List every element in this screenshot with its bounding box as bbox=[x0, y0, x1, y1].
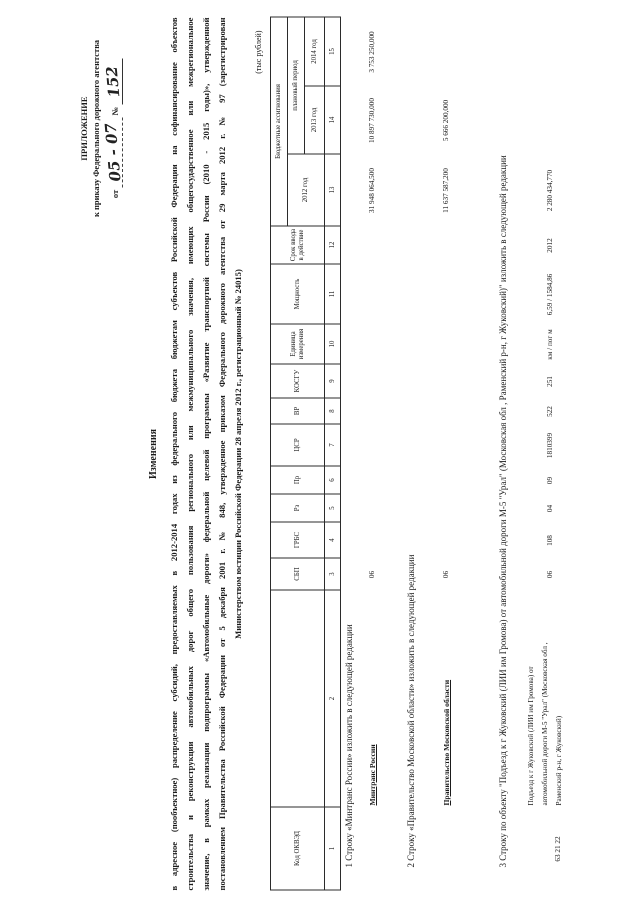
edit-note-1: 1 Строку «Минтранс России» изложить в следующей редакции bbox=[344, 623, 354, 867]
header-pr: Пр bbox=[271, 466, 325, 494]
header-csr: ЦСР bbox=[271, 424, 325, 466]
table-row-zhukovsky bbox=[524, 17, 570, 890]
col-number: 8 bbox=[325, 398, 341, 424]
row3-rz: 04 bbox=[546, 504, 554, 512]
col-number: 3 bbox=[325, 558, 341, 590]
budget-table-header bbox=[270, 16, 341, 890]
header-kosgu: КОСГУ bbox=[271, 364, 325, 398]
header-group-plan: плановый период bbox=[288, 16, 305, 153]
appendix-title: ПРИЛОЖЕНИЕ bbox=[79, 95, 89, 161]
col-number: 2 bbox=[325, 590, 341, 807]
header-term: Срок ввода в действие bbox=[271, 226, 325, 264]
edit-note-3: 3 Строку по объекту "Подъезд к г Жуковский (ЛИИ им Громова) от автомобильной дороги М-5 "Урал" (Московская обл , Раменский р-н, г Жуковский)" изложить в следующей редакции bbox=[498, 154, 508, 867]
row3-capacity: 6,59 / 1584,86 bbox=[546, 273, 554, 315]
header-group-budget: Бюджетные ассигнования bbox=[271, 16, 288, 225]
header-name bbox=[271, 590, 325, 807]
header-2012: 2012 год bbox=[288, 154, 325, 226]
row3-name-line3: Раменский р-н, г Жуковский) bbox=[555, 715, 563, 805]
row3-name-line2: автомобильной дороги М-5 "Урал" (Московская обл , bbox=[541, 641, 549, 805]
appendix-order-ref bbox=[101, 28, 125, 228]
header-okved: Код ОКВЭД bbox=[271, 807, 325, 890]
paragraph-line: значение, в рамках реализации подпрограммы «Автомобильные дороги» федеральной целевой программы «Развитие транспортной системы России (2010 - 2015 годы)», утвержденной bbox=[201, 17, 211, 890]
row2-sbp: 06 bbox=[442, 570, 450, 578]
col-number: 14 bbox=[325, 86, 341, 154]
row3-year: 2012 bbox=[546, 237, 554, 253]
col-number: 12 bbox=[325, 226, 341, 264]
row2-2012: 11 637 587,200 bbox=[442, 167, 450, 213]
row1-2014: 3 753 250,000 bbox=[368, 30, 376, 73]
row3-grbs: 108 bbox=[546, 534, 554, 546]
handwritten-number: 152 bbox=[102, 64, 124, 98]
col-number: 11 bbox=[325, 264, 341, 324]
header-unit: Единица измерения bbox=[271, 324, 325, 364]
header-capacity: Мощность bbox=[271, 264, 325, 324]
row2-2013: 5 666 200,000 bbox=[442, 99, 450, 141]
col-number: 5 bbox=[325, 494, 341, 522]
col-number: 4 bbox=[325, 522, 341, 558]
header-vr: ВР bbox=[271, 398, 325, 424]
paragraph-line: постановлением Правительства Российской Федерации от 5 декабря 2001 г. № 848, утвержденное приказом Федерального дорожного агентства от 29 марта 2012 г. № 97 (зарегистрирован bbox=[217, 17, 227, 890]
row3-unit: км / пог м bbox=[546, 328, 554, 360]
paragraph-line: в адресное (пообъектное) распределение субсидий, предоставляемых в 2012-2014 годах из федерального бюджета бюджетам субъектов Российской Федерации на софинансирование объектов bbox=[169, 17, 179, 890]
col-number: 15 bbox=[325, 16, 341, 85]
row3-okved: 63 21 22 bbox=[554, 835, 562, 862]
paragraph-line: строительства и реконструкции автомобильных дорог общего пользования регионального или межмуниципального значения, имеющих общегосударственное или межрегиональное bbox=[185, 17, 195, 890]
row3-vr: 522 bbox=[546, 405, 554, 417]
row3-name-line1: Подъезд к г Жуковский (ЛИИ им Громова) от bbox=[527, 665, 535, 805]
appendix-subtitle: к приказу Федерального дорожного агентства bbox=[91, 39, 101, 217]
row1-2012: 31 948 064,500 bbox=[368, 167, 376, 213]
table-row-mosobl bbox=[442, 17, 462, 890]
table-row-mintrans bbox=[368, 17, 388, 890]
row3-2012: 2 280 434,770 bbox=[546, 169, 554, 211]
col-number: 13 bbox=[325, 154, 341, 226]
col-number: 9 bbox=[325, 364, 341, 398]
document-title: Изменения bbox=[148, 428, 159, 479]
header-rz: Рз bbox=[271, 494, 325, 522]
col-number: 10 bbox=[325, 324, 341, 364]
col-number: 7 bbox=[325, 424, 341, 466]
order-number-sign: № bbox=[110, 106, 120, 116]
header-2014: 2014 год bbox=[305, 16, 325, 85]
document-paragraph bbox=[166, 17, 246, 890]
handwritten-date: 05 - 07 bbox=[101, 122, 125, 183]
order-number-slot bbox=[102, 58, 124, 104]
header-sbp: СБП bbox=[271, 558, 325, 590]
row1-sbp: 06 bbox=[368, 570, 376, 578]
header-grbs: ГРБС bbox=[271, 522, 325, 558]
row3-pr: 09 bbox=[546, 476, 554, 484]
row3-csr: 1810399 bbox=[546, 432, 554, 458]
header-2013: 2013 год bbox=[305, 86, 325, 154]
order-date-prefix: от bbox=[110, 189, 120, 198]
edit-note-2: 2 Строку «Правительство Московской области» изложить в следующей редакции bbox=[406, 554, 416, 867]
appendix-block bbox=[78, 28, 123, 228]
paragraph-line: Министерством юстиции Российской Федерации 28 апреля 2012 г., регистрационный № 24015) bbox=[233, 268, 243, 639]
row1-name: Минтранс России bbox=[368, 743, 377, 805]
row3-kosgu: 251 bbox=[546, 375, 554, 387]
row2-name: Правительство Московской области bbox=[442, 679, 451, 805]
row3-sbp: 06 bbox=[546, 570, 554, 578]
order-date-slot bbox=[101, 117, 125, 187]
units-note: (тыс рублей) bbox=[254, 30, 263, 74]
col-number: 6 bbox=[325, 466, 341, 494]
col-number: 1 bbox=[325, 807, 341, 890]
row1-2013: 10 897 730,000 bbox=[368, 97, 376, 143]
